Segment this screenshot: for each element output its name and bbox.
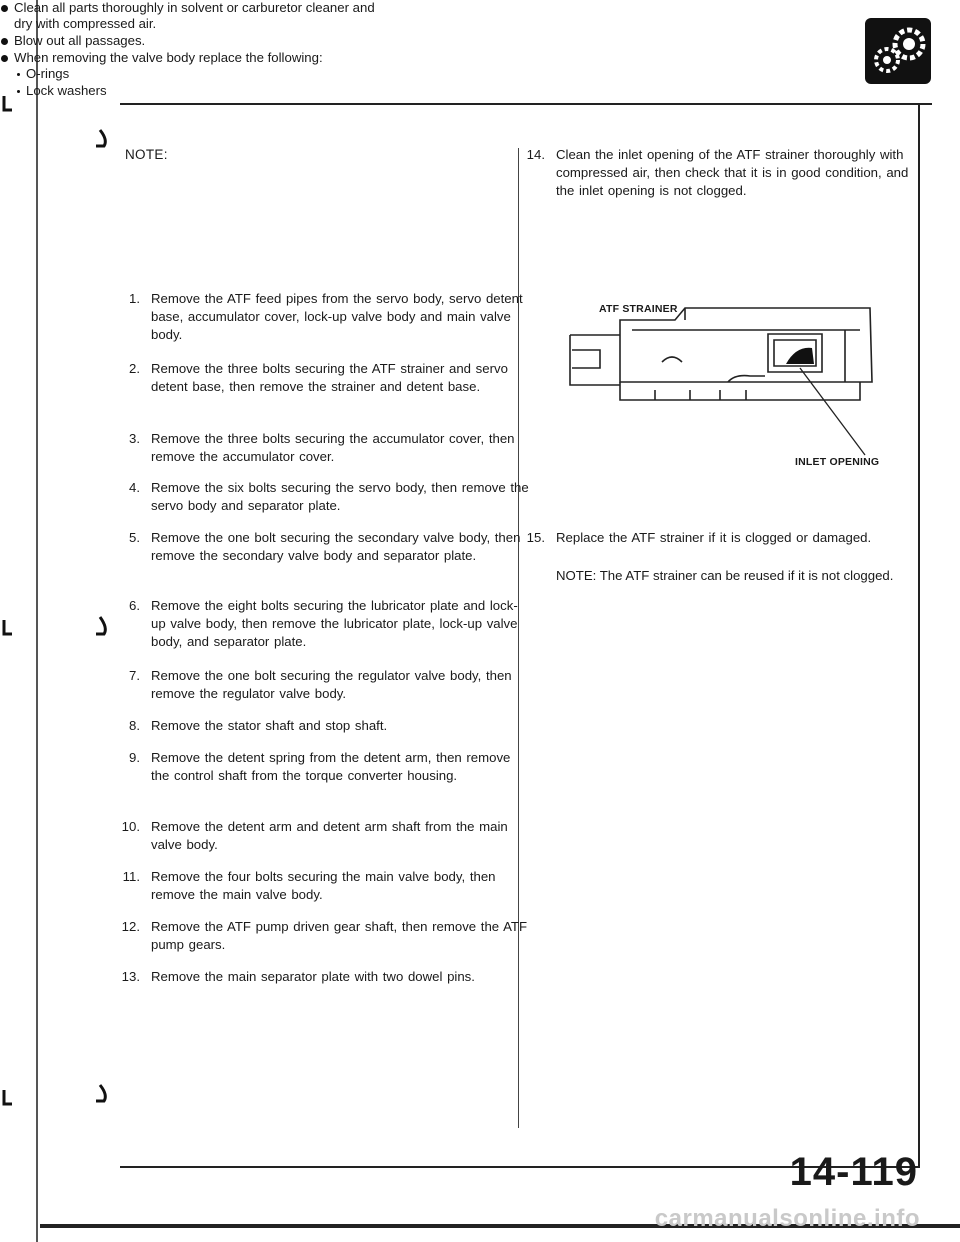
inlet-opening-shape	[786, 348, 814, 364]
step-number: 2.	[129, 361, 140, 376]
step-text: Remove the one bolt securing the regulator valve body, then remove the regulator valve body.	[151, 668, 512, 701]
note-bullet-text: When removing the valve body replace the following:	[14, 50, 323, 65]
step-number: 10.	[121, 819, 140, 834]
step-number: 13.	[121, 969, 140, 984]
step-text: Remove the detent spring from the detent arm, then remove the control shaft from the torque converter housing.	[151, 750, 511, 783]
step-text: Remove the four bolts securing the main valve body, then remove the main valve body.	[151, 869, 496, 902]
note-sub-bullet: Lock washers	[14, 83, 380, 99]
note-sub-list	[14, 66, 380, 99]
watermark: carmanualsonline.info	[654, 1205, 920, 1232]
header-rule	[120, 103, 932, 105]
note-list	[0, 0, 380, 99]
step-text: Remove the ATF pump driven gear shaft, then remove the ATF pump gears.	[151, 919, 528, 952]
step-number: 8.	[129, 718, 140, 733]
step-text: Remove the stator shaft and stop shaft.	[151, 718, 388, 733]
step-number: 12.	[121, 919, 140, 934]
step-number: 11.	[122, 869, 140, 884]
note-title: NOTE:	[125, 147, 168, 162]
step-number: 14.	[526, 147, 545, 162]
step-text: Remove the three bolts securing the accumulator cover, then remove the accumulator cover.	[151, 431, 515, 464]
scan-tick-marks	[0, 0, 130, 1242]
step-number: 7.	[129, 668, 140, 683]
note-bullet	[0, 50, 380, 99]
step-text: Remove the one bolt securing the secondary valve body, then remove the secondary valve body and separator plate.	[151, 530, 521, 563]
step-15-note: NOTE: The ATF strainer can be reused if it is not clogged.	[556, 568, 894, 583]
step-number: 9.	[129, 750, 140, 765]
step-text: Remove the three bolts securing the ATF strainer and servo detent base, then remove the strainer and detent base.	[151, 361, 508, 394]
step-number: 1.	[129, 291, 140, 306]
panel-right-border	[918, 103, 920, 1168]
figure-label-inlet-opening: INLET OPENING	[795, 456, 880, 468]
transmission-gear-icon	[865, 18, 931, 84]
step-number: 5.	[129, 530, 140, 545]
step-text: Remove the ATF feed pipes from the servo body, servo detent base, accumulator cover, lock-up valve body and main valve body.	[151, 291, 523, 342]
step-number: 15.	[526, 530, 545, 545]
step-text: Replace the ATF strainer if it is clogged or damaged.	[556, 530, 872, 545]
note-bullet: Blow out all passages.	[0, 33, 380, 49]
note-sub-bullet: O-rings	[14, 66, 380, 82]
figure-label-atf-strainer: ATF STRAINER	[599, 303, 678, 315]
note-bullet: Clean all parts thoroughly in solvent or carburetor cleaner and dry with compressed air.	[0, 0, 380, 32]
step-text: Remove the six bolts securing the servo body, then remove the servo body and separator plate.	[151, 480, 529, 513]
atf-strainer-figure	[560, 290, 890, 480]
step-text: Remove the eight bolts securing the lubricator plate and lock-up valve body, then remove the lubricator plate, lock-up valve body, and separator plate.	[151, 598, 518, 649]
step-number: 4.	[129, 480, 140, 495]
step-text: Remove the main separator plate with two dowel pins.	[151, 969, 475, 984]
step-text: Clean the inlet opening of the ATF strainer thoroughly with compressed air, then check that it is in good condition, and the inlet opening is not clogged.	[556, 147, 909, 198]
page-number: 14-119	[789, 1150, 918, 1194]
step-number: 3.	[129, 431, 140, 446]
step-text: Remove the detent arm and detent arm shaft from the main valve body.	[151, 819, 508, 852]
step-number: 6.	[129, 598, 140, 613]
